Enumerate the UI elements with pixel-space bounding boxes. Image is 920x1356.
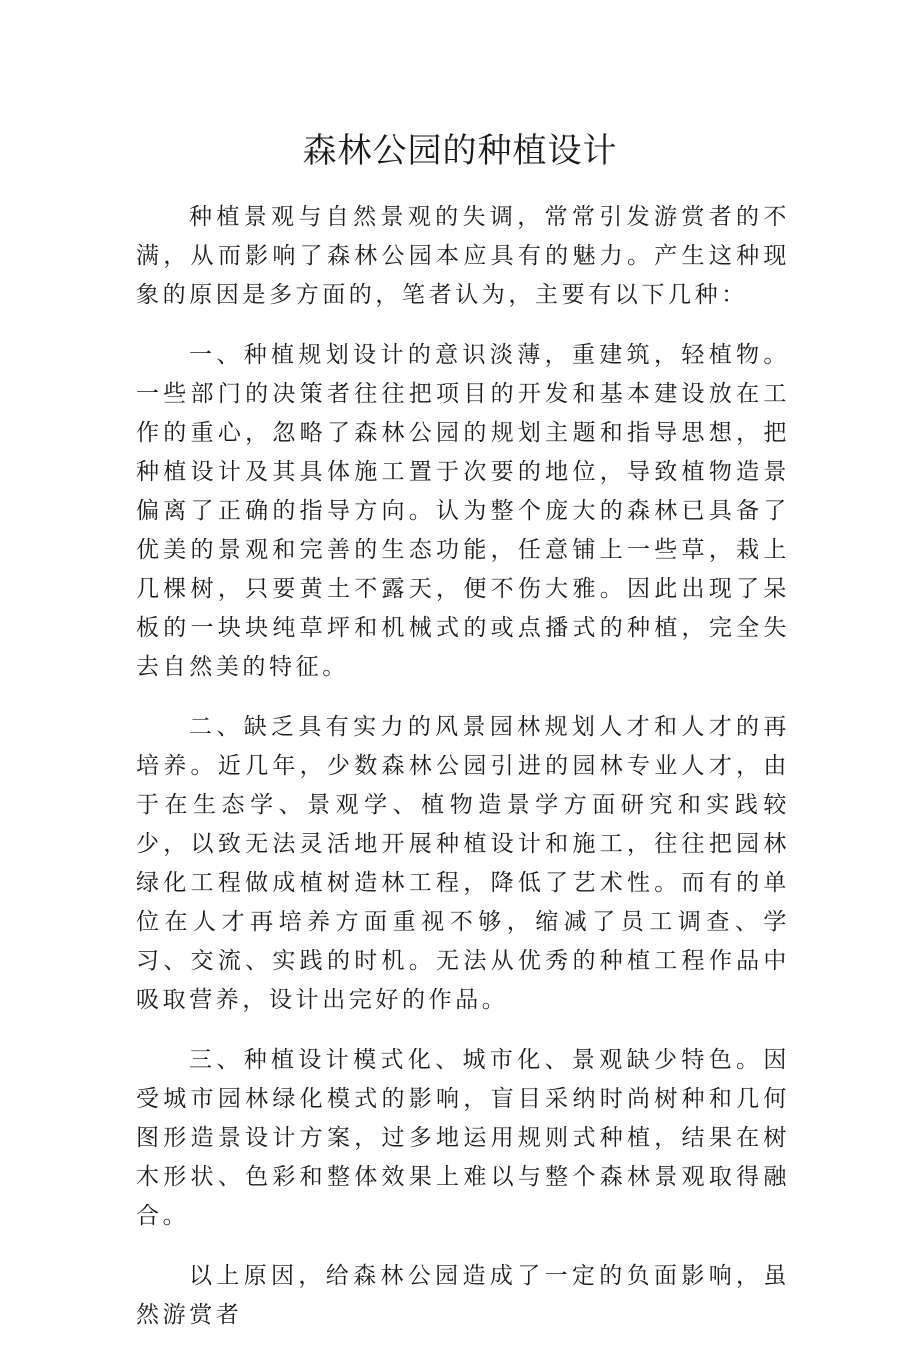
document-body [136, 198, 790, 1356]
document-title: 森林公园的种植设计 [302, 131, 618, 171]
paragraph-reason-two: 二、缺乏具有实力的风景园林规划人才和人才的再培养。近几年，少数森林公园引进的园林专业人才，由于在生态学、景观学、植物造景学方面研究和实践较少，以致无法灵活地开展种植设计和施工，往往把园林绿化工程做成植树造林工程，降低了艺术性。而有的单位在人才再培养方面重视不够，缩减了员工调查、学习、交流、实践的时机。无法从优秀的种植工程作品中吸取营养，设计出完好的作品。 [136, 714, 790, 1013]
paragraph-reason-one: 一、种植规划设计的意识淡薄，重建筑，轻植物。一些部门的决策者往往把项目的开发和基本建设放在工作的重心，忽略了森林公园的规划主题和指导思想，把种植设计及其具体施工置于次要的地位，导致植物造景偏离了正确的指导方向。认为整个庞大的森林已具备了优美的景观和完善的生态功能，任意铺上一些草，栽上几棵树，只要黄土不露天，便不伤大雅。因此出现了呆板的一块块纯草坪和机械式的或点播式的种植，完全失去自然美的特征。 [136, 342, 790, 680]
paragraph-reason-three: 三、种植设计模式化、城市化、景观缺少特色。因受城市园林绿化模式的影响，盲目采纳时尚树种和几何图形造景设计方案，过多地运用规则式种植，结果在树木形状、色彩和整体效果上难以与整个森林景观取得融合。 [136, 1047, 790, 1229]
paragraph-conclusion: 以上原因，给森林公园造成了一定的负面影响，虽然游赏者 [136, 1263, 790, 1328]
paragraph-intro: 种植景观与自然景观的失调，常常引发游赏者的不满，从而影响了森林公园本应具有的魅力。产生这种现象的原因是多方面的，笔者认为，主要有以下几种： [136, 204, 790, 308]
